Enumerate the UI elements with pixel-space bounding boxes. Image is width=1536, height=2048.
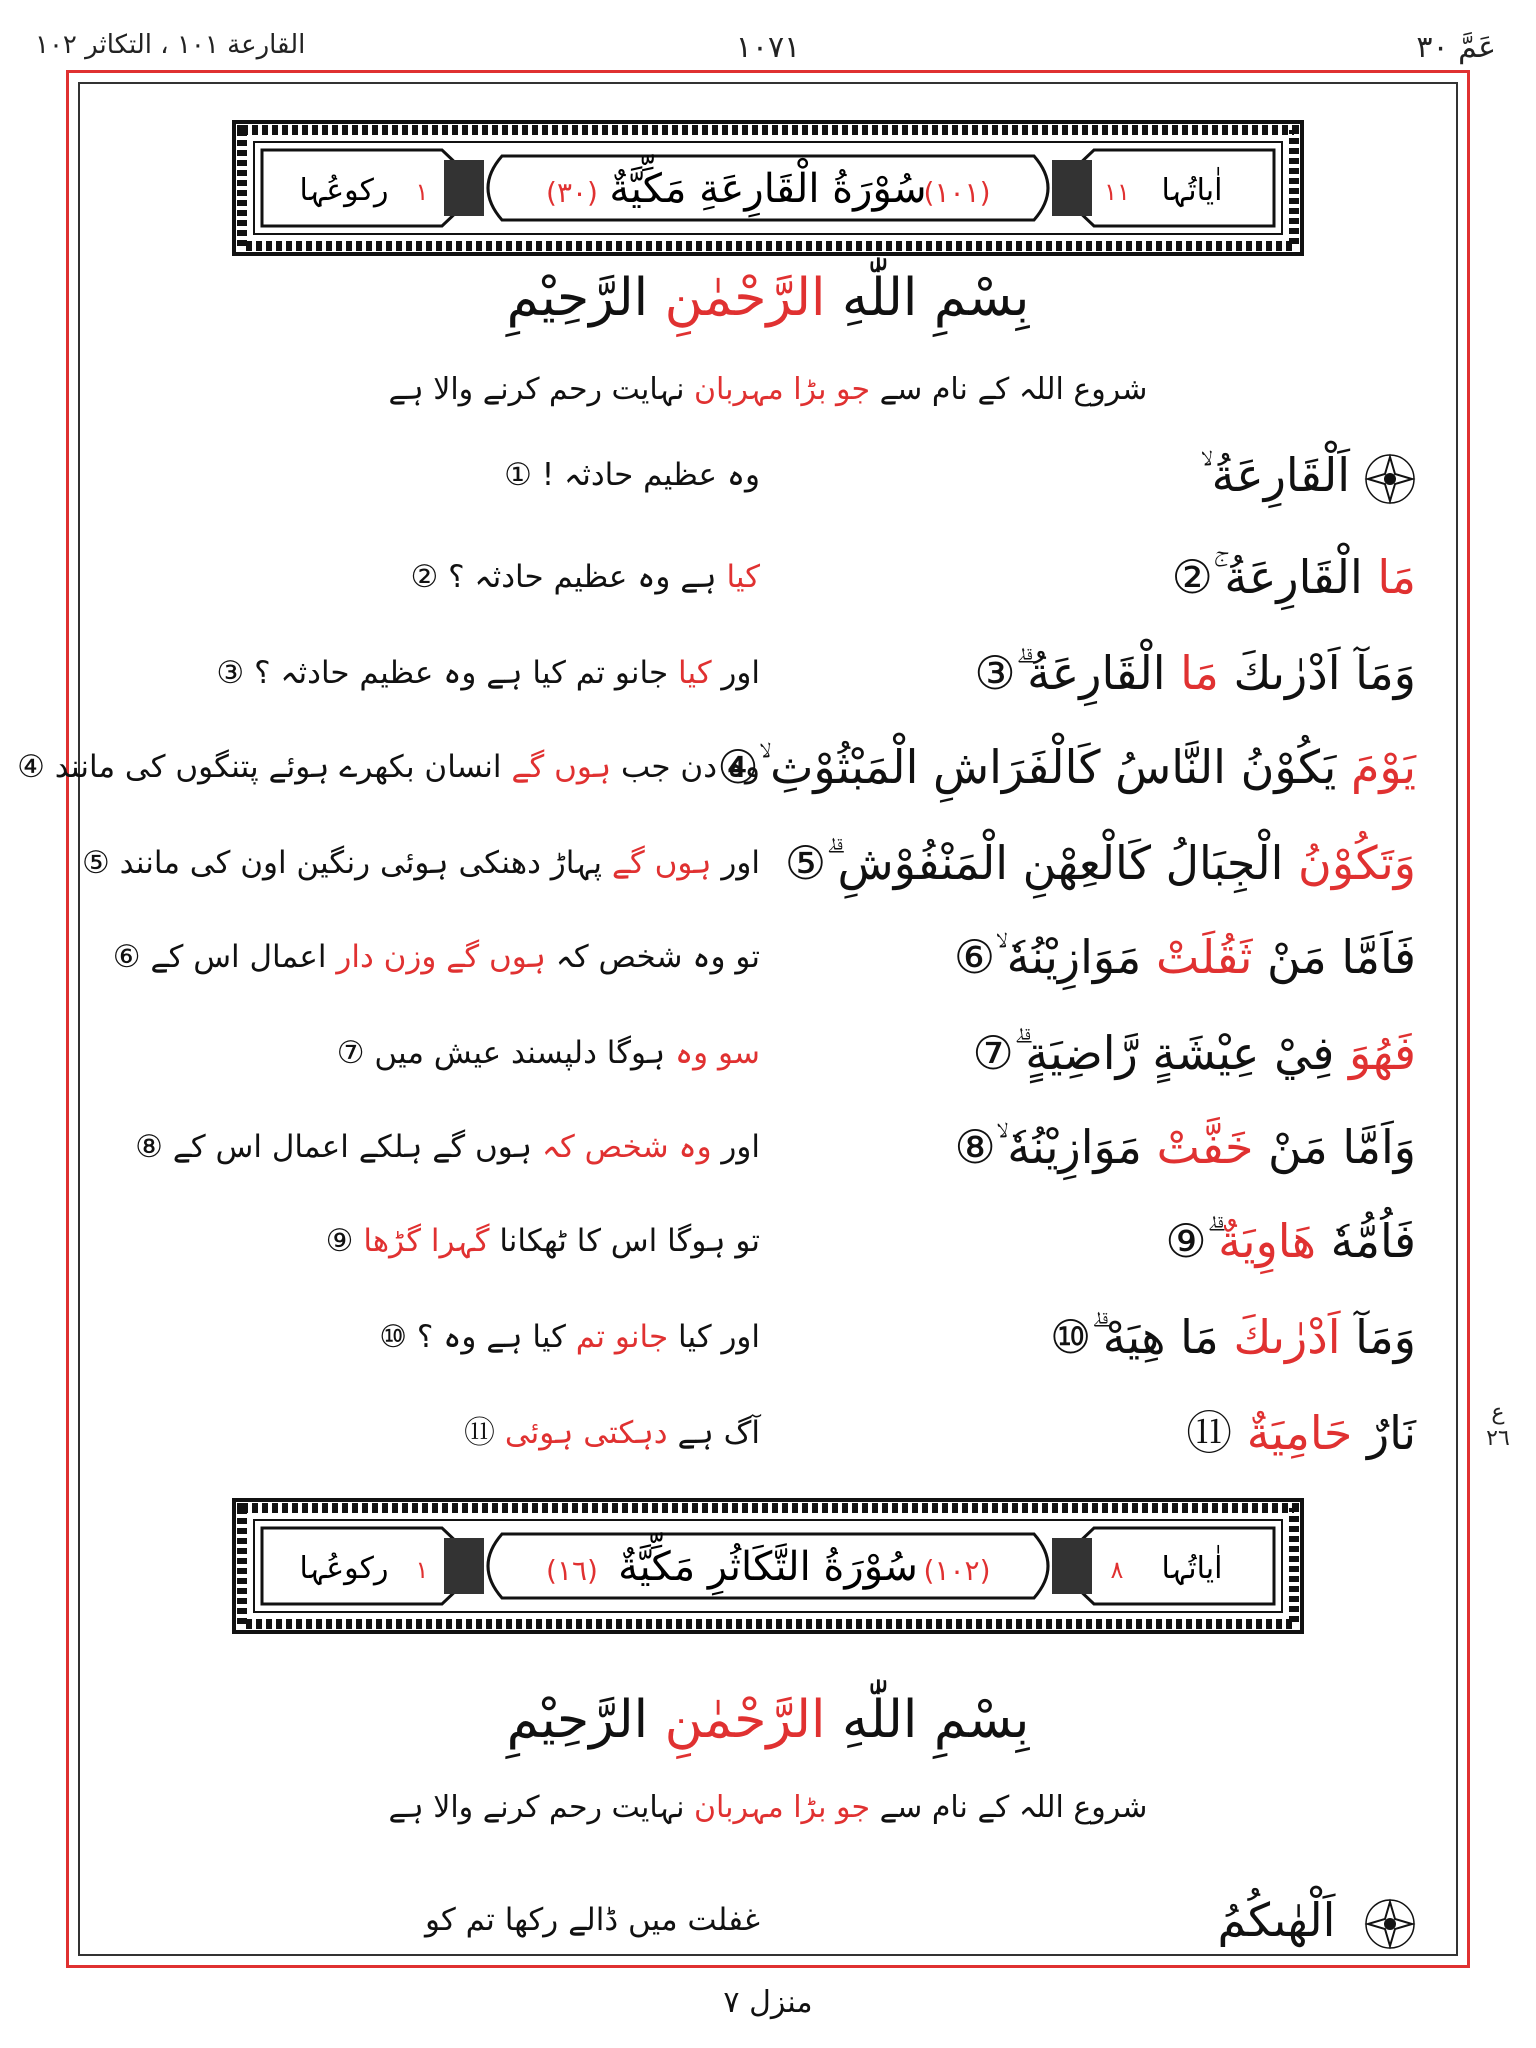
verse-translation bbox=[135, 1102, 760, 1192]
verse-translation bbox=[140, 532, 760, 622]
verse-translation-part: کیا bbox=[726, 559, 760, 595]
verse-arabic-part: الْقَارِعَةُ ۗ③ bbox=[974, 646, 1181, 700]
verse-arabic-part: وَمَآ bbox=[1340, 1310, 1416, 1364]
verse-translation-part: ہوگا دلپسند عیش میں ⑦ bbox=[336, 1035, 676, 1071]
verse-row bbox=[0, 430, 1536, 520]
verse-translation-part: اور bbox=[711, 655, 760, 691]
revelation-order: (٣٠) bbox=[546, 176, 598, 209]
ayat-count: ١١ bbox=[1104, 178, 1130, 206]
surah-title: سُوْرَةُ التَّكَاثُرِ مَكِّيَّةٌ bbox=[618, 1544, 918, 1590]
juz-label: عَمَّ ٣٠ bbox=[1416, 30, 1496, 65]
verse-translation-part: ⑨ bbox=[325, 1223, 364, 1259]
verse-arabic-part: خَفَّتْ bbox=[1156, 1120, 1254, 1174]
bismillah-translation: شروع اللہ کے نام سے جو بڑا مہربان نہایت رحم کرنے والا ہے bbox=[388, 372, 1148, 407]
verse-translation bbox=[140, 628, 760, 718]
verse-translation: غفلت میں ڈالے رکھا تم کو bbox=[425, 1902, 760, 1938]
revelation-order: (١٦) bbox=[546, 1554, 598, 1587]
ruku-label: رکوعُہا bbox=[299, 173, 389, 208]
verse-translation-part: تو ہوگا اس کا ٹھکانا bbox=[489, 1223, 760, 1259]
verse-arabic-part: مَا bbox=[1377, 550, 1416, 604]
verse-translation bbox=[140, 1388, 760, 1478]
verse-translation bbox=[112, 912, 760, 1002]
verse-arabic bbox=[796, 1196, 1416, 1286]
ruku-label: رکوعُہا bbox=[299, 1551, 389, 1586]
verse-arabic bbox=[796, 1102, 1416, 1192]
verse-translation-part: گہرا گڑھا bbox=[363, 1223, 490, 1259]
verse-arabic bbox=[796, 1008, 1416, 1098]
verse-translation-part: آگ ہے bbox=[667, 1415, 760, 1451]
ruku-count: ١ bbox=[415, 1556, 429, 1584]
bismillah: بِسْمِ اللّٰهِ الرَّحْمٰنِ الرَّحِيْمِ bbox=[506, 268, 1030, 328]
verse-translation-part: ہوں گے bbox=[611, 845, 712, 881]
verse-translation-part: سو وہ bbox=[675, 1035, 760, 1071]
flower-ornament-icon bbox=[1364, 1898, 1416, 1950]
verse-arabic bbox=[796, 912, 1416, 1002]
verse-translation-part: وہ دن جب bbox=[611, 749, 760, 785]
verse-translation-part: وہ عظیم حادثہ ! ① bbox=[504, 457, 760, 493]
verse-translation-part: اور bbox=[711, 845, 760, 881]
verse-arabic-part: نَارٌ bbox=[1352, 1406, 1416, 1460]
verse-arabic-part: الْقَارِعَةُ ۚ② bbox=[1171, 550, 1378, 604]
verse-row bbox=[0, 722, 1536, 812]
verse-arabic-part: هَاوِيَةٌ bbox=[1218, 1214, 1317, 1268]
verse-arabic-part: يَكُوْنُ النَّاسُ كَالْفَرَاشِ الْمَبْثُوْثِ ۙ④ bbox=[717, 740, 1351, 794]
ruku-count: ١ bbox=[415, 178, 429, 206]
verse-arabic-part: مَا هِيَهْ ۗ⑩ bbox=[1049, 1310, 1234, 1364]
verse-translation-part: اور bbox=[711, 1129, 760, 1165]
verse-arabic-part: اَلْقَارِعَةُ ۙ bbox=[1200, 448, 1350, 502]
verse-translation-part: ہوں گے وزن دار bbox=[336, 939, 546, 975]
verse-translation-part: ہوں گے bbox=[511, 749, 612, 785]
verse-row bbox=[0, 818, 1536, 908]
verse-translation-part: جانو تم کیا ہے وہ عظیم حادثہ ؟ ③ bbox=[216, 655, 679, 691]
verse-translation-part: انسان بکھرے ہوئے پتنگوں کی مانند ④ bbox=[17, 749, 512, 785]
verse-arabic bbox=[796, 1292, 1416, 1382]
verse-translation bbox=[140, 430, 760, 520]
verse-arabic-part: وَاَمَّا مَنْ bbox=[1253, 1120, 1416, 1174]
verse-arabic bbox=[717, 722, 1416, 812]
verse-arabic-part: فِيْ عِيْشَةٍ رَّاضِيَةٍ ۗ⑦ bbox=[972, 1026, 1350, 1080]
verse-translation-part: ⑪ bbox=[463, 1415, 505, 1451]
verse-arabic-part: فَاَمَّا مَنْ bbox=[1252, 930, 1416, 984]
verse-row bbox=[0, 912, 1536, 1002]
manzil-label: منزل ٧ bbox=[723, 1985, 813, 2020]
verse-row bbox=[0, 1008, 1536, 1098]
verse-translation-part: وہ شخص کہ bbox=[541, 1129, 712, 1165]
verse-arabic bbox=[796, 532, 1416, 622]
bismillah-translation: شروع اللہ کے نام سے جو بڑا مہربان نہایت رحم کرنے والا ہے bbox=[388, 1790, 1148, 1825]
verse-arabic-part: اَدْرٰىكَ bbox=[1233, 1310, 1341, 1364]
verse-translation-part: کیا ہے وہ ؟ ⑩ bbox=[379, 1319, 576, 1355]
verse-translation-part: پہاڑ دھنکی ہوئی رنگین اون کی مانند ⑤ bbox=[81, 845, 612, 881]
verse-row bbox=[0, 1102, 1536, 1192]
verse-arabic bbox=[796, 628, 1416, 718]
verse-translation-part: تو وہ شخص کہ bbox=[545, 939, 760, 975]
verse-row bbox=[0, 1875, 1536, 1965]
surah-number: (١٠٢) bbox=[923, 1554, 991, 1587]
verse-arabic-part: ۗ⑨ bbox=[1165, 1214, 1219, 1268]
verse-arabic-part: فَاُمُّهٗ bbox=[1316, 1214, 1416, 1268]
surah-title: سُوْرَةُ الْقَارِعَةِ مَكِّيَّةٌ bbox=[609, 166, 927, 212]
verse-row bbox=[0, 1292, 1536, 1382]
verse-arabic: اَلْهٰىكُمُ bbox=[796, 1875, 1416, 1965]
verse-arabic-part: يَوْمَ bbox=[1350, 740, 1416, 794]
verse-translation-part: ہے وہ عظیم حادثہ ؟ ② bbox=[410, 559, 727, 595]
verse-arabic bbox=[796, 430, 1416, 520]
surah-banner-qaria bbox=[232, 120, 1304, 256]
verse-arabic-part: فَهُوَ bbox=[1349, 1026, 1416, 1080]
verse-translation-part: جانو تم bbox=[575, 1319, 669, 1355]
surah-range: القارعة ١٠١ ، التكاثر ١٠٢ bbox=[35, 30, 306, 60]
ruku-marker: ع ٢٦ bbox=[1486, 1400, 1510, 1452]
ayat-label: اٰیاتُہا bbox=[1161, 1551, 1223, 1586]
verse-row bbox=[0, 532, 1536, 622]
verse-translation bbox=[140, 1196, 760, 1286]
surah-banner-takathur bbox=[232, 1498, 1304, 1634]
verse-arabic-part: مَا bbox=[1180, 646, 1219, 700]
page-number: ١٠٧١ bbox=[735, 30, 801, 65]
verse-translation bbox=[17, 722, 760, 812]
verse-arabic-part: الْجِبَالُ كَالْعِهْنِ الْمَنْفُوْشِ ۗ⑤ bbox=[784, 836, 1299, 890]
verse-translation-part: دہکتی ہوئی bbox=[504, 1415, 668, 1451]
verse-translation bbox=[140, 1292, 760, 1382]
verse-arabic-part: مَوَازِيْنُهٗ ۙ⑧ bbox=[954, 1120, 1157, 1174]
verse-arabic-part: مَوَازِيْنُهٗ ۙ⑥ bbox=[953, 930, 1156, 984]
verse-row bbox=[0, 628, 1536, 718]
verse-translation-part: ہوں گے ہلکے اعمال اس کے ⑧ bbox=[135, 1129, 542, 1165]
verse-arabic-part: وَمَآ اَدْرٰىكَ bbox=[1218, 646, 1416, 700]
verse-row bbox=[0, 1196, 1536, 1286]
ayat-count: ٨ bbox=[1110, 1556, 1124, 1584]
bismillah: بِسْمِ اللّٰهِ الرَّحْمٰنِ الرَّحِيْمِ bbox=[506, 1690, 1030, 1750]
verse-translation bbox=[140, 1008, 760, 1098]
verse-translation-part: کیا bbox=[678, 655, 712, 691]
verse-arabic-part: حَامِيَةٌ bbox=[1246, 1406, 1353, 1460]
verse-arabic bbox=[784, 818, 1416, 908]
verse-arabic-part: ثَقُلَتْ bbox=[1155, 930, 1253, 984]
verse-arabic-part: ⑪ bbox=[1186, 1406, 1247, 1460]
verse-translation-part: اور کیا bbox=[668, 1319, 760, 1355]
verse-arabic bbox=[796, 1388, 1416, 1478]
verse-translation bbox=[81, 818, 760, 908]
flower-ornament-icon bbox=[1364, 453, 1416, 505]
verse-translation-part: اعمال اس کے ⑥ bbox=[112, 939, 337, 975]
verse-row bbox=[0, 1388, 1536, 1478]
ayat-label: اٰیاتُہا bbox=[1161, 173, 1223, 208]
verse-arabic-part: وَتَكُوْنُ bbox=[1298, 836, 1416, 890]
surah-number: (١٠١) bbox=[923, 176, 991, 209]
